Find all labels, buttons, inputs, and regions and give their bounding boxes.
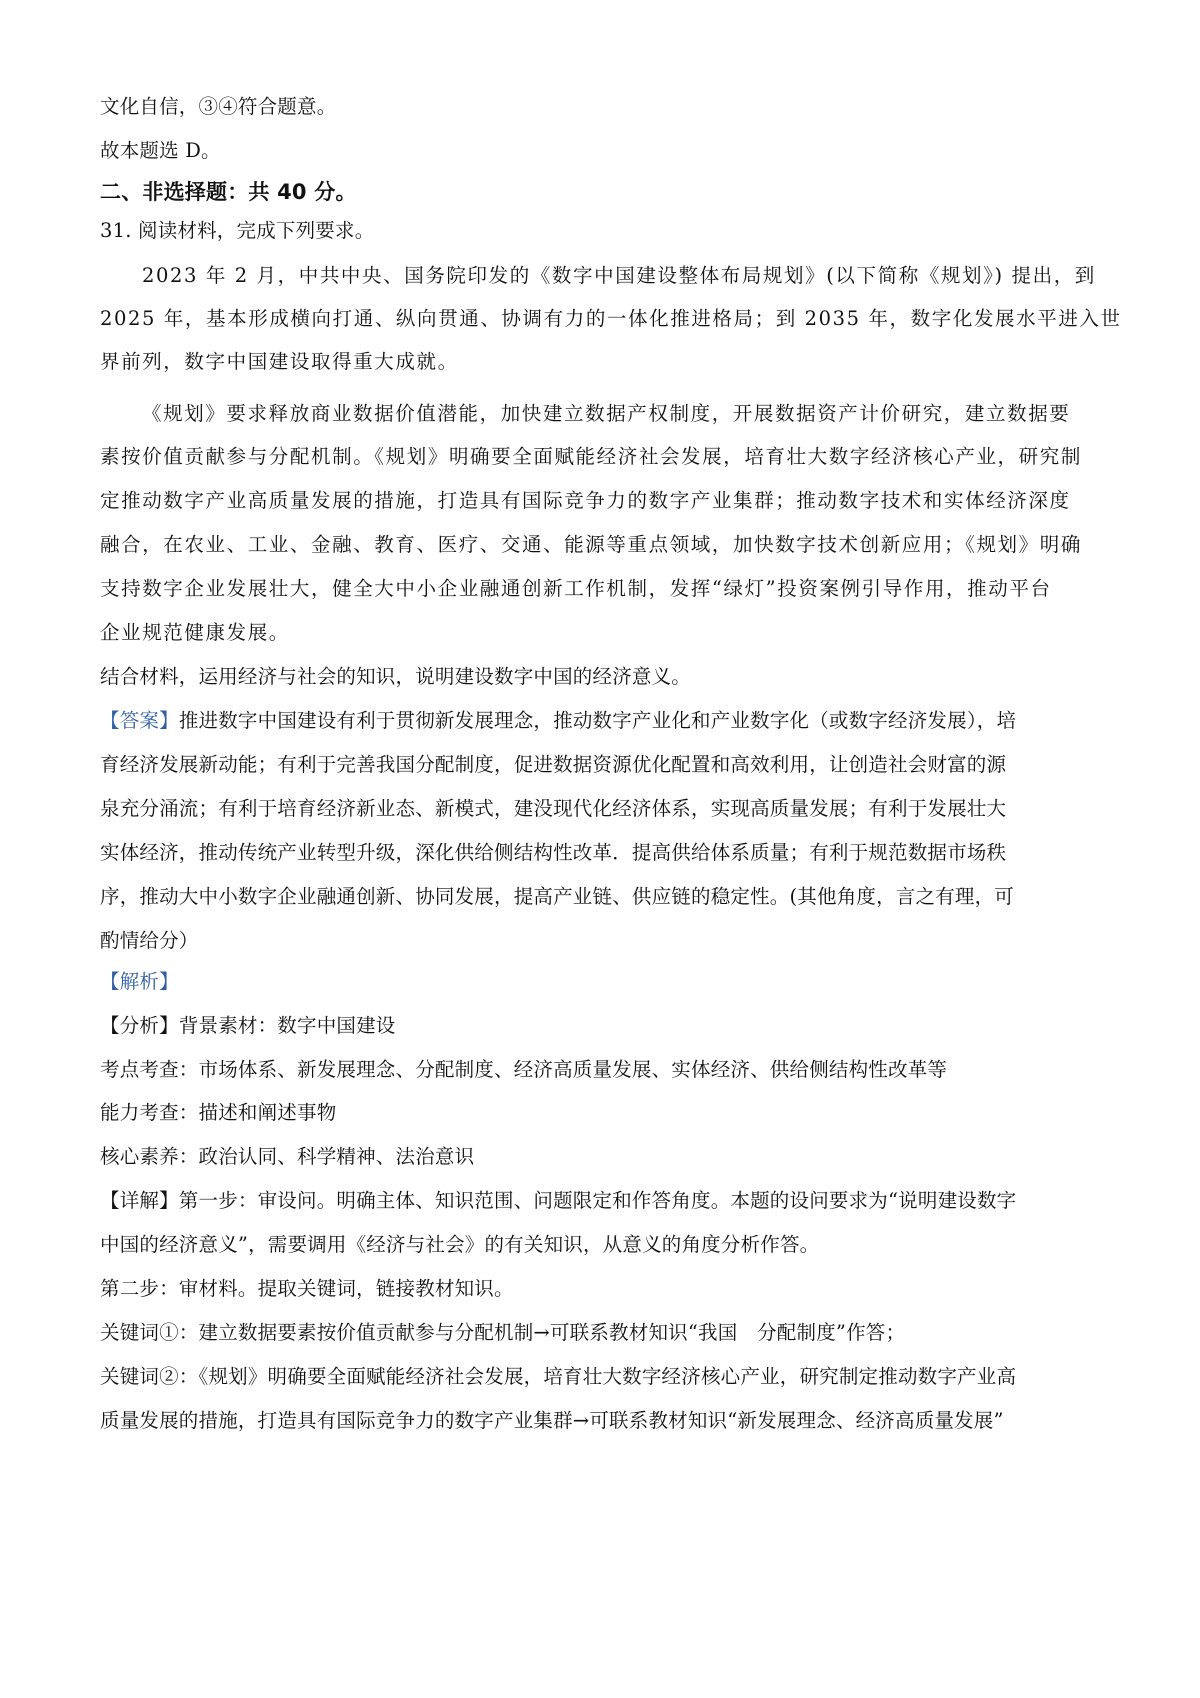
analysis-tag: 【解析】 (100, 970, 179, 993)
material-line: 《规划》要求释放商业数据价值潜能，加快建立数据产权制度，开展数据资产计价研究，建立数据要 (142, 402, 1071, 425)
material-line: 2025 年，基本形成横向打通、纵向贯通、协调有力的一体化推进格局；到 2035 年，数字化发展水平进入世 (100, 307, 1122, 330)
detail-line: 关键词②：《规划》明确要全面赋能经济社会发展，培育壮大数字经济核心产业，研究制定推动数字产业高 (100, 1365, 1017, 1388)
analysis-line: 能力考查：描述和阐述事物 (100, 1101, 337, 1124)
answer-tag: 【答案】 (100, 709, 179, 732)
detail-line: 关键词①：建立数据要素按价值贡献参与分配机制→可联系教材知识“我国 分配制度”作答； (100, 1321, 906, 1344)
detail-line: 【详解】第一步：审设问。明确主体、知识范围、问题限定和作答角度。本题的设问要求为“说明建设数字 (100, 1189, 1017, 1212)
detail-line: 第二步：审材料。提取关键词，链接教材知识。 (100, 1277, 514, 1300)
question-prompt: 结合材料，运用经济与社会的知识，说明建设数字中国的经济意义。 (100, 665, 692, 688)
answer-line (100, 707, 1016, 735)
material-line: 2023 年 2 月，中共中央、国务院印发的《数字中国建设整体布局规划》(以下简称《规划》) 提出，到 (142, 264, 1096, 287)
text-line: 文化自信，③④符合题意。 (100, 95, 337, 118)
detail-line: 中国的经济意义”，需要调用《经济与社会》的有关知识，从意义的角度分析作答。 (100, 1233, 820, 1256)
material-line: 界前列，数字中国建设取得重大成就。 (100, 350, 459, 373)
analysis-line: 考点考查：市场体系、新发展理念、分配制度、经济高质量发展、实体经济、供给侧结构性改革等 (100, 1058, 948, 1081)
answer-line: 序，推动大中小数字企业融通创新、协同发展，提高产业链、供应链的稳定性。(其他角度，言之有理，可 (100, 885, 1015, 908)
material-line: 定推动数字产业高质量发展的措施，打造具有国际竞争力的数字产业集群；推动数字技术和实体经济深度 (100, 489, 1071, 512)
analysis-line: 核心素养：政治认同、科学精神、法治意识 (100, 1145, 475, 1168)
text-line: 故本题选 D。 (100, 139, 221, 162)
material-line: 企业规范健康发展。 (100, 621, 290, 644)
answer-line: 酌情给分） (100, 929, 199, 952)
question-title: 31. 阅读材料，完成下列要求。 (100, 219, 375, 242)
analysis-line: 【分析】背景素材：数字中国建设 (100, 1014, 396, 1037)
answer-line: 育经济发展新动能；有利于完善我国分配制度，促进数据资源优化配置和高效利用，让创造社会财富的源 (100, 753, 1007, 776)
section-heading: 二、非选择题：共 40 分。 (100, 180, 357, 204)
detail-line: 质量发展的措施，打造具有国际竞争力的数字产业集群→可联系教材知识“新发展理念、经济高质量发展” (100, 1409, 1004, 1432)
answer-line: 泉充分涌流；有利于培育经济新业态、新模式，建没现代化经济体系，实现高质量发展；有利于发展壮大 (100, 797, 1007, 820)
answer-text: 推进数字中国建设有利于贯彻新发展理念，推动数字产业化和产业数字化（或数字经济发展），培 (178, 709, 1017, 732)
material-line: 支持数字企业发展壮大，健全大中小企业融通创新工作机制，发挥“绿灯”投资案例引导作用，推动平台 (100, 577, 1052, 600)
material-line: 融合，在农业、工业、金融、教育、医疗、交通、能源等重点领域，加快数字技术创新应用；《规划》明确 (100, 533, 1082, 556)
answer-line: 实体经济，推动传统产业转型升级，深化供给侧结构性改革．提高供给体系质量；有利于规范数据市场秩 (100, 841, 1007, 864)
material-line: 素按价值贡献参与分配机制。《规划》明确要全面赋能经济社会发展，培育壮大数字经济核心产业，研究制 (100, 445, 1082, 468)
